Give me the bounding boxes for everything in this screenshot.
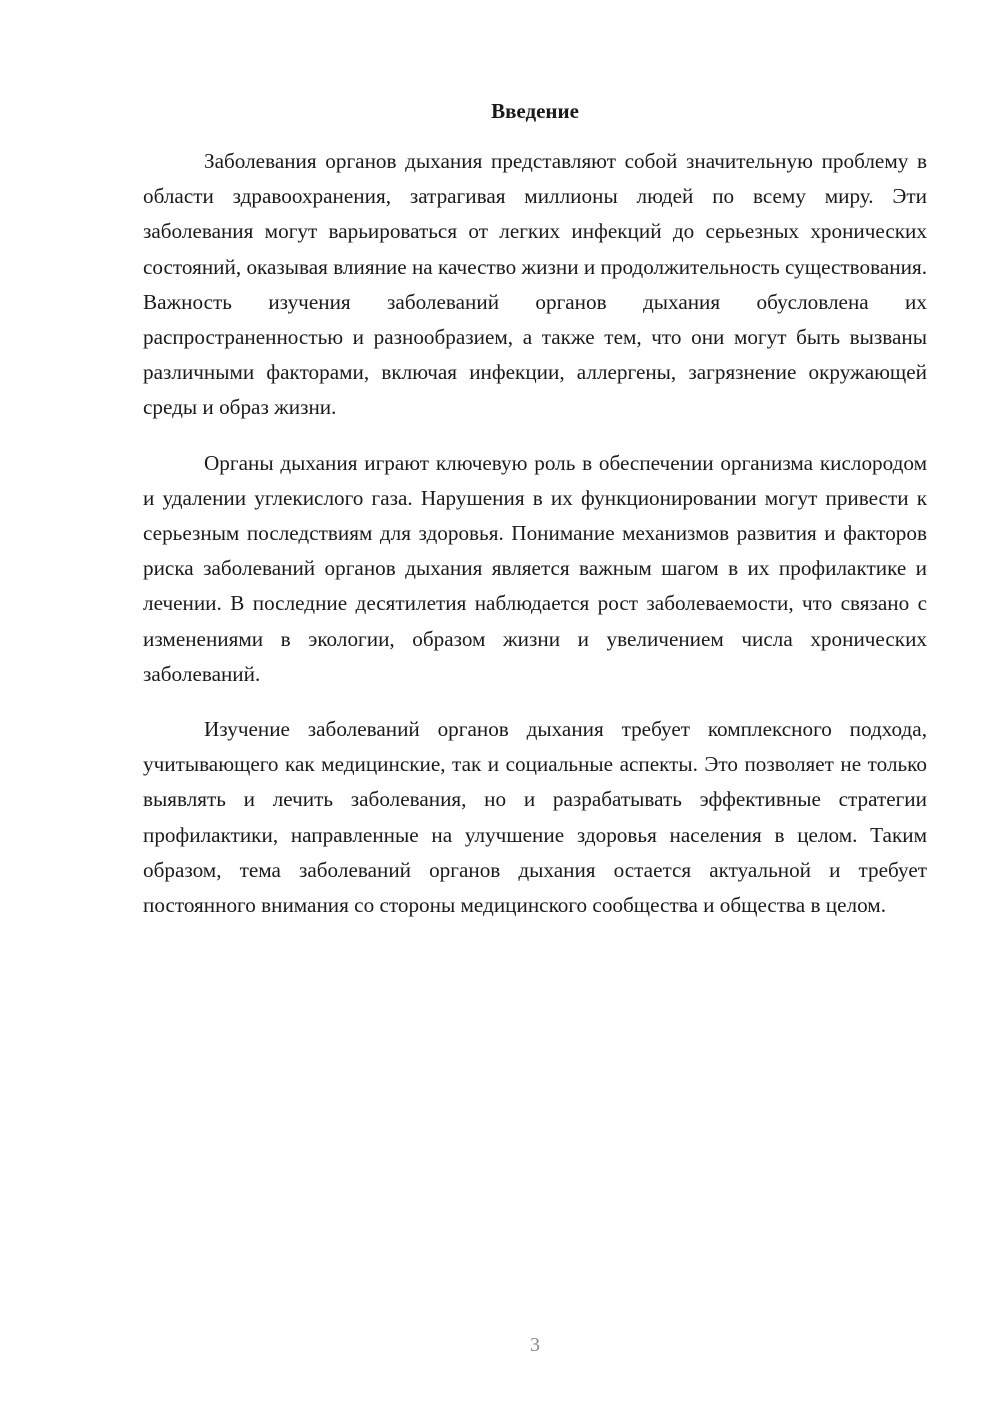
paragraph-1: Заболевания органов дыхания представляют собой значительную проблему в области здравоохранения, затрагивая миллионы людей по всему миру. Эти заболевания могут варьироваться от легких инфекций до серьезных хронических состояний, оказывая влияние на качество жизни и продолжительность существования. Важность изучения заболеваний органов дыхания обусловлена их распространенностью и разнообразием, а также тем, что они могут быть вызваны различными факторами, включая инфекции, аллергены, загрязнение окружающей среды и образ жизни. bbox=[143, 149, 927, 420]
paragraph-3: Изучение заболеваний органов дыхания требует комплексного подхода, учитывающего как медицинские, так и социальные аспекты. Это позволяет не только выявлять и лечить заболевания, но и разрабатывать эффективные стратегии профилактики, направленные на улучшение здоровья населения в целом. Таким образом, тема заболеваний органов дыхания остается актуальной и требует постоянного внимания со стороны медицинского сообщества и общества в целом. bbox=[143, 717, 927, 918]
page-number: 3 bbox=[530, 1334, 540, 1356]
paragraph-2: Органы дыхания играют ключевую роль в обеспечении организма кислородом и удалении углекислого газа. Нарушения в их функционировании могут привести к серьезным последствиям для здоровья. Понимание механизмов развития и факторов риска заболеваний органов дыхания является важным шагом в их профилактике и лечении. В последние десятилетия наблюдается рост заболеваемости, что связано с изменениями в экологии, образом жизни и увеличением числа хронических заболеваний. bbox=[143, 450, 927, 686]
section-heading: Введение bbox=[491, 99, 579, 123]
body-text bbox=[143, 144, 927, 943]
